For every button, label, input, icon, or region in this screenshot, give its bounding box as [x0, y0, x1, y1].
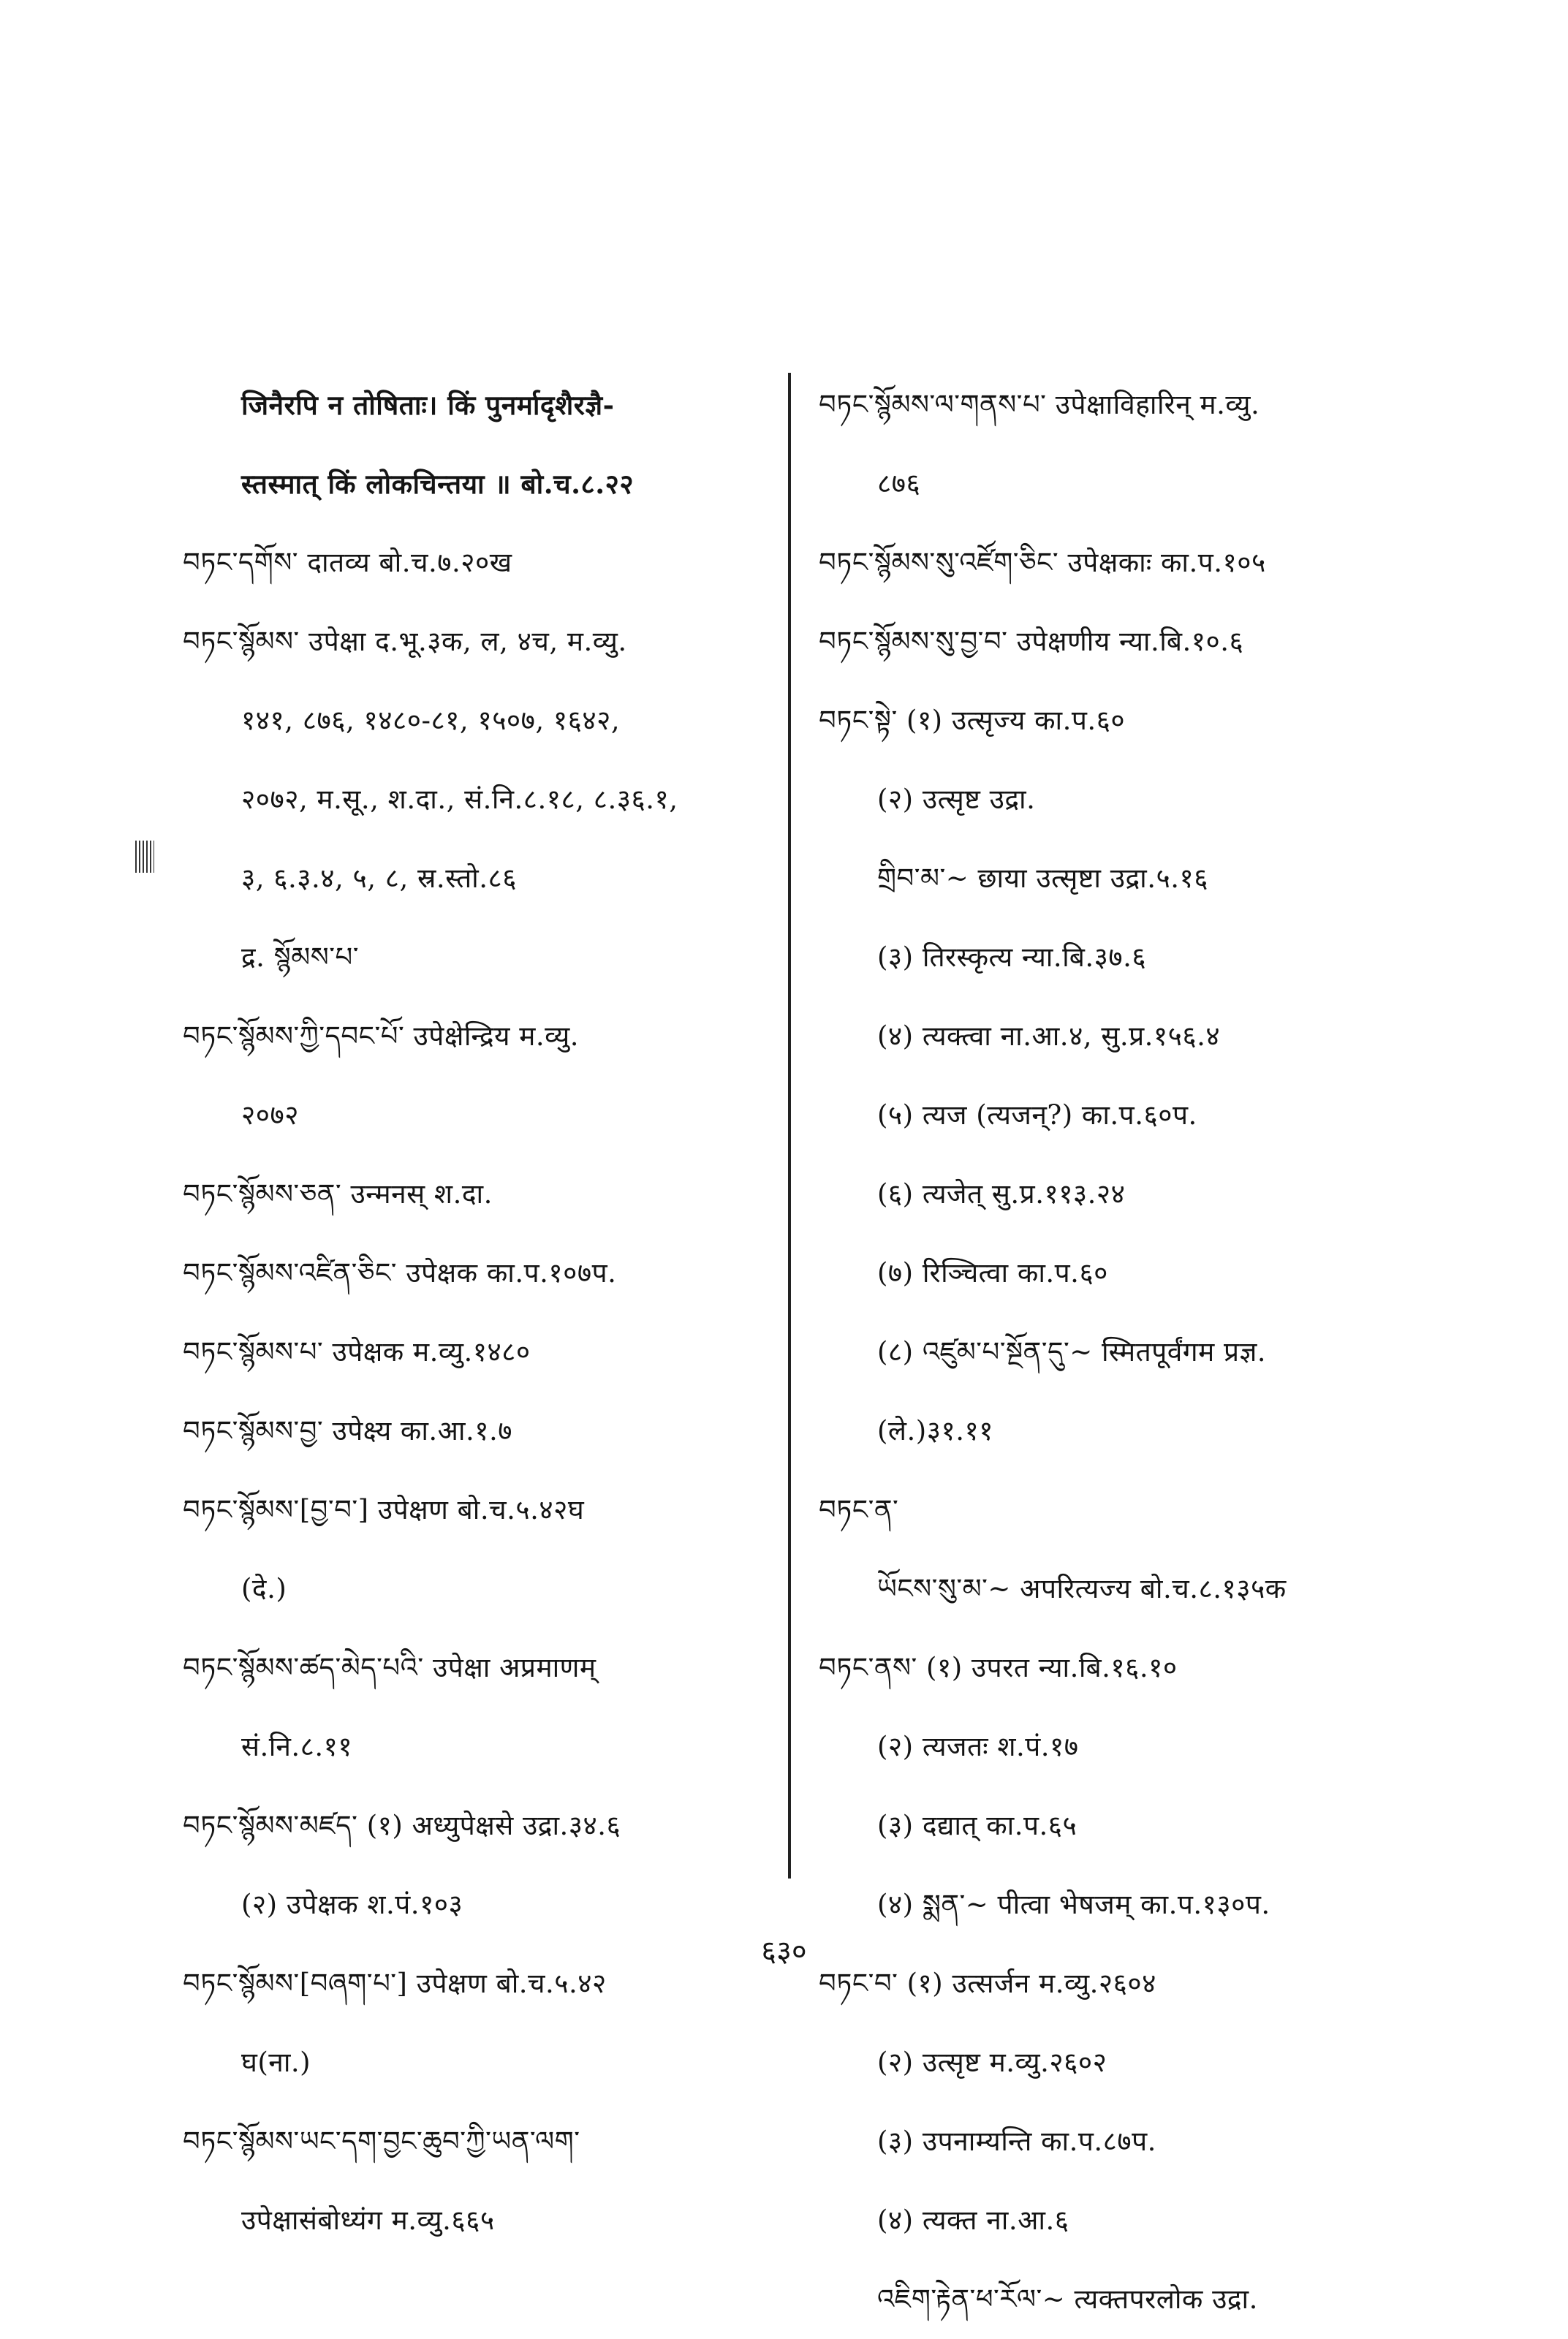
left-entry-line: ३, ६.३.४, ५, ८, स्र.स्तो.८६	[241, 863, 518, 894]
right-entry-line: (३) दद्यात् का.प.६५	[877, 1810, 1077, 1841]
right-entry-line: བཏང་སྙོམས་སུ་འཛོག་ཅིང་ उपेक्षकाः का.प.१०५	[819, 547, 1266, 578]
right-entry-line: བཏང་སྟེ་ (१) उत्सृज्य का.प.६०	[819, 705, 1126, 736]
left-entry-line: བཏང་སྙོམས་ཡང་དག་བྱང་ཆུབ་ཀྱི་ཡན་ལག་	[183, 2126, 580, 2157]
right-entry-line: ཡོངས་སུ་མ་~ अपरित्यज्य बो.च.८.१३५क	[877, 1573, 1287, 1604]
right-entry-line: (८) འཛུམ་པ་སྔོན་དུ་~ स्मितपूर्वंगम प्रज्ञ.	[877, 1336, 1267, 1368]
left-entry-line: सं.नि.८.११	[241, 1731, 353, 1762]
right-entry-line: (४) སྨན་~ पीत्वा भेषजम् का.प.१३०प.	[877, 1889, 1270, 1920]
right-entry-line: བཏང་བ་ (१) उत्सर्जन म.व्यु.२६०४	[819, 1968, 1156, 1999]
left-entry-line: १४१, ८७६, १४८०-८१, १५०७, १६४२,	[241, 705, 621, 736]
margin-mark	[135, 841, 154, 873]
right-entry-line: བཏང་སྙོམས་སུ་བྱ་བ་ उपेक्षणीय न्या.बि.१०.६	[819, 626, 1244, 657]
left-entry-line: བཏང་སྙོམས་[བྱ་བ་] उपेक्षण बो.च.५.४२घ	[183, 1494, 585, 1525]
column-divider	[788, 373, 791, 1879]
left-entry-line: བཏང་སྙོམས་མཛད་ (१) अध्युपेक्षसे उद्रा.३४.६	[183, 1810, 621, 1841]
right-entry-line: བཏང་སྙོམས་ལ་གནས་པ་ उपेक्षाविहारिन् म.व्यु.	[819, 389, 1260, 420]
left-entry-line: བཏང་སྙོམས་ उपेक्षा द.भू.३क, ल, ४च, म.व्यु.	[183, 626, 627, 657]
left-entry-line: བཏང་སྙོམས་ཚད་མེད་པའི་ उपेक्षा अप्रमाणम्	[183, 1652, 596, 1683]
right-entry-line: (३) तिरस्कृत्य न्या.बि.३७.६	[877, 941, 1147, 973]
left-entry-line: བཏང་སྙོམས་ཅན་ उन्मनस् श.दा.	[183, 1178, 493, 1210]
left-entry-line: (२) उपेक्षक श.पं.१०३	[241, 1889, 463, 1920]
right-entry-line: ८७६	[877, 468, 921, 499]
page-number: ६३०	[761, 1935, 807, 1968]
left-entry-line: བཏང་སྙོམས་[བཞག་པ་] उपेक्षण बो.च.५.४२	[183, 1968, 607, 1999]
right-entry-line: (ले.)३१.११	[877, 1415, 993, 1447]
left-entry-line: བཏང་སྙོམས་ཀྱི་དབང་པོ་ उपेक्षेन्द्रिय म.व्यु.	[183, 1020, 579, 1052]
right-entry-line: (२) उत्सृष्ट उद्रा.	[877, 784, 1036, 815]
right-entry-line: གྲིབ་མ་~ छाया उत्सृष्टा उद्रा.५.१६	[877, 863, 1208, 894]
left-entry-line: བཏང་སྙོམས་འཛིན་ཅིང་ उपेक्षक का.प.१०७प.	[183, 1257, 617, 1289]
right-entry-line: བཏང་ན་	[819, 1494, 899, 1525]
left-entry-line: द्र. སྙོམས་པ་	[241, 941, 360, 973]
right-entry-line: འཇིག་རྟེན་ཕ་རོལ་~ त्यक्तपरलोक उद्रा.	[877, 2283, 1258, 2315]
left-column	[183, 365, 760, 2260]
right-entry-line: (६) त्यजेत् सु.प्र.११३.२४	[877, 1178, 1126, 1210]
right-column	[819, 365, 1418, 2339]
left-entry-line: (दे.)	[241, 1573, 287, 1604]
left-entry-line: བཏང་སྙོམས་པ་ उपेक्षक म.व्यु.१४८०	[183, 1336, 531, 1368]
left-entry-line: स्तस्मात् किं लोकचिन्तया ॥ बो.च.८.२२	[241, 468, 635, 500]
left-entry-line: བཏང་སྙོམས་བྱ་ उपेक्ष्य का.आ.१.७	[183, 1415, 512, 1447]
left-entry-line: उपेक्षासंबोध्यंग म.व्यु.६६५	[241, 2205, 495, 2236]
left-entry-line: २०७२, म.सू., श.दा., सं.नि.८.१८, ८.३६.१,	[241, 784, 678, 815]
right-entry-line: བཏང་ནས་ (१) उपरत न्या.बि.१६.१०	[819, 1652, 1178, 1683]
right-entry-line: (४) त्यक्त्वा ना.आ.४, सु.प्र.१५६.४	[877, 1020, 1221, 1052]
right-entry-line: (५) त्यज (त्यजन्?) का.प.६०प.	[877, 1099, 1197, 1131]
left-entry-line: २०७२	[241, 1099, 299, 1131]
right-entry-line: (३) उपनाम्यन्ति का.प.८७प.	[877, 2126, 1156, 2157]
right-entry-line: (२) उत्सृष्ट म.व्यु.२६०२	[877, 2047, 1107, 2078]
left-entry-line: བཏང་དགོས་ दातव्य बो.च.७.२०ख	[183, 547, 512, 578]
left-entry-line: घ(ना.)	[241, 2047, 311, 2078]
left-entry-line: जिनैरपि न तोषिताः। किं पुनर्मादृशैरज्ञै-	[241, 389, 615, 421]
right-entry-line: (२) त्यजतः श.पं.१७	[877, 1731, 1079, 1762]
right-entry-line: (४) त्यक्त ना.आ.६	[877, 2205, 1069, 2236]
right-entry-line: (७) रिञ्चित्वा का.प.६०	[877, 1257, 1108, 1289]
